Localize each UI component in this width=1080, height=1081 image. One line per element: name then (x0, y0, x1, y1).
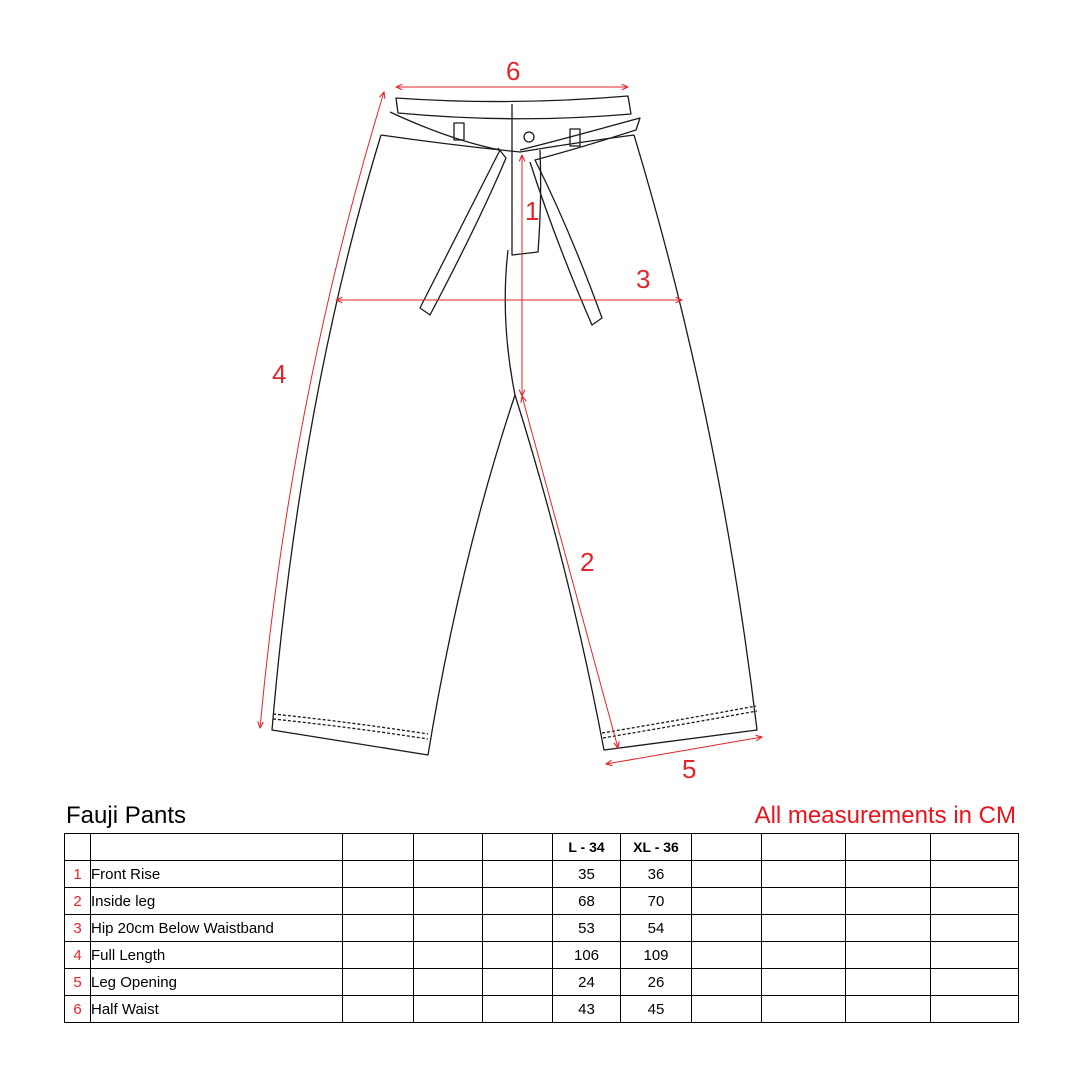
callout-2: 2 (580, 547, 595, 577)
pants-outline (272, 96, 757, 755)
row-number: 4 (65, 942, 91, 969)
row-number: 6 (65, 996, 91, 1023)
callout-4: 4 (272, 359, 287, 389)
row-label: Half Waist (91, 996, 343, 1023)
size-chart-table (64, 833, 1019, 1023)
row-number: 2 (65, 888, 91, 915)
row-number: 1 (65, 861, 91, 888)
table-row (65, 915, 1019, 942)
row-label: Full Length (91, 942, 343, 969)
left-leg (272, 135, 515, 755)
measure-line-2 (522, 396, 618, 748)
right-hem-stitch-2 (603, 711, 757, 738)
table-row (65, 888, 1019, 915)
row-number: 5 (65, 969, 91, 996)
units-note: All measurements in CM (754, 802, 1016, 829)
value-xl: 109 (621, 942, 692, 969)
product-name: Fauji Pants (66, 802, 187, 829)
table-row (65, 942, 1019, 969)
value-xl: 54 (621, 915, 692, 942)
row-label: Inside leg (91, 888, 343, 915)
table-row (65, 969, 1019, 996)
value-l: 35 (553, 861, 621, 888)
callout-3: 3 (636, 264, 651, 294)
table-row (65, 996, 1019, 1023)
left-hem-stitch (273, 714, 428, 734)
value-l: 43 (553, 996, 621, 1023)
table-row (65, 861, 1019, 888)
row-number: 3 (65, 915, 91, 942)
value-l: 106 (553, 942, 621, 969)
table-header-row (65, 834, 1019, 861)
belt-strap (390, 112, 506, 315)
waistband-lower-edge (381, 135, 634, 152)
value-xl: 26 (621, 969, 692, 996)
size-header-xl: XL - 36 (621, 834, 692, 861)
value-l: 24 (553, 969, 621, 996)
row-label: Hip 20cm Below Waistband (91, 915, 343, 942)
belt-loop-left (454, 123, 464, 140)
right-leg (515, 135, 757, 750)
waistband (396, 96, 631, 119)
value-l: 53 (553, 915, 621, 942)
callout-6: 6 (506, 56, 521, 86)
callout-5: 5 (682, 754, 697, 784)
right-hem-stitch (602, 706, 756, 733)
waist-button (524, 132, 534, 142)
left-hem-stitch-2 (273, 719, 428, 739)
value-xl: 36 (621, 861, 692, 888)
row-label: Leg Opening (91, 969, 343, 996)
row-label: Front Rise (91, 861, 343, 888)
size-header-l: L - 34 (553, 834, 621, 861)
callout-1: 1 (525, 196, 540, 226)
value-l: 68 (553, 888, 621, 915)
measurement-lines (260, 87, 762, 764)
value-xl: 45 (621, 996, 692, 1023)
value-xl: 70 (621, 888, 692, 915)
